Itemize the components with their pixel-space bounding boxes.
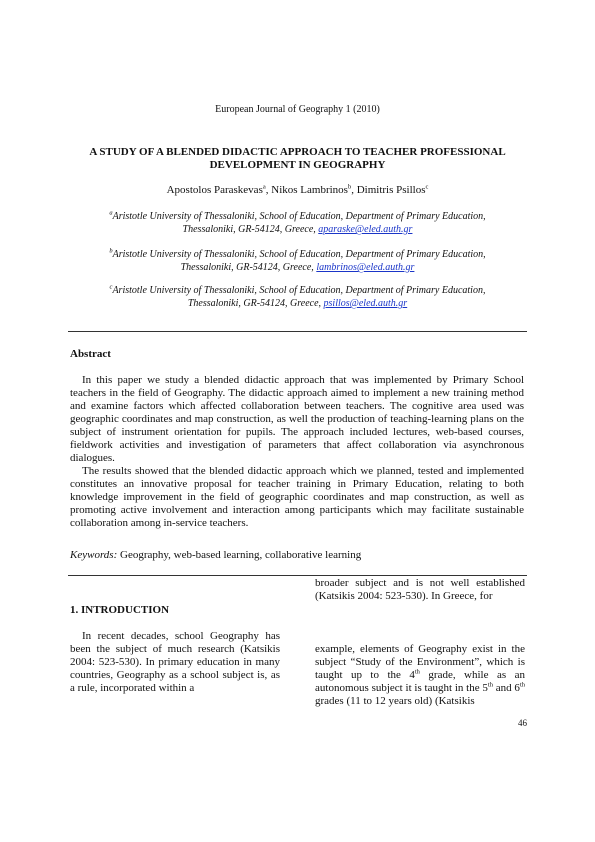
affil-sup: c [109,283,113,291]
paper-title: A STUDY OF A BLENDED DIDACTIC APPROACH TO TEACHER PROFESSIONAL DEVELOPMENT IN GEOGRAPHY [89,146,506,171]
email-link[interactable]: lambrinos@eled.auth.gr [316,262,415,273]
email-link[interactable]: aparaske@eled.auth.gr [318,224,413,235]
author-sep: , [351,184,357,196]
ordinal-sup: th [414,668,420,676]
ordinal-sup: th [487,681,493,689]
author-sup: a [262,183,266,191]
author-name: Apostolos Paraskevas [166,184,263,196]
affil-line2: Thessaloniki, GR-54124, Greece, [187,298,324,309]
email-link[interactable]: psillos@eled.auth.gr [323,298,408,309]
affiliation-b [60,248,535,274]
abstract-paragraph: In this paper we study a blended didactic approach that was implemented by Primary School teachers in the field of Geography. The didactic approach aimed to implement a new training method and examine factors which affected collaboration between teachers. The cognitive area used was geographic coordinates and map construction, as well the production of teaching-learning plans on the subject of instrument orientation for pupils. The approach included lectures, web-based courses, fieldwork activities and investigation of parameters that affect collaboration via asynchronous dialogues. [70,374,524,464]
right-text: grade, while as an autonomous subject it is taught in the 5 [315,669,525,694]
author-sup: b [347,183,352,191]
affil-line1: Aristotle University of Thessaloniki, School of Education, Department of Primary Education, [112,249,486,260]
affil-line1: Aristotle University of Thessaloniki, School of Education, Department of Primary Education, [112,211,486,222]
right-text: grades (11 to 12 years old) (Katsikis [315,695,475,707]
affiliation-a [60,210,535,236]
affil-line1: Aristotle University of Thessaloniki, School of Education, Department of Primary Education, [112,285,486,296]
abstract-body [70,374,524,530]
author-sep: , [265,184,272,196]
left-column-text: In recent decades, school Geography has been the subject of much research (Katsikis 2004: 523-530). In primary education in many countries, Geography as a school subject is, as a rule, incorporated within a [70,630,280,694]
author-list [0,184,595,196]
affiliation-c [60,284,535,310]
divider-top [68,331,527,332]
page-number: 46 [518,718,527,728]
right-column-top: broader subject and is not well established (Katsikis 2004: 523-530). In Greece, for [315,577,525,602]
affil-line2: Thessaloniki, GR-54124, Greece, [182,224,319,235]
section-heading: 1. INTRODUCTION [70,604,170,616]
keywords-label: Keywords: [70,549,118,561]
keywords [70,549,361,561]
right-text: example, elements of Geography exist in the subject “Study of the Environment”, which is taught up to the 4 [315,643,525,681]
affil-sup: b [109,247,113,255]
author-name: Nikos Lambrinos [271,184,348,196]
affil-sup: a [109,209,113,217]
ordinal-sup: th [519,681,525,689]
affil-line2: Thessaloniki, GR-54124, Greece, [180,262,317,273]
abstract-heading: Abstract [70,348,111,360]
keywords-text: Geography, web-based learning, collaborative learning [117,549,362,561]
right-column-text [315,643,525,708]
author-name: Dimitris Psillos [356,184,426,196]
running-head: European Journal of Geography 1 (2010) [215,104,380,115]
abstract-paragraph: The results showed that the blended didactic approach which we planned, tested and implemented constitutes an innovative proposal for teacher training in Primary Education, relating to both knowledge improvement in the field of geographic coordinates and map construction, as well as promoting active involvement and interaction among participants which may facilitate sustainable collaboration among in-service teachers. [70,465,524,529]
right-text: and 6 [492,682,520,694]
author-sup: c [425,183,429,191]
divider-bottom [68,575,527,576]
